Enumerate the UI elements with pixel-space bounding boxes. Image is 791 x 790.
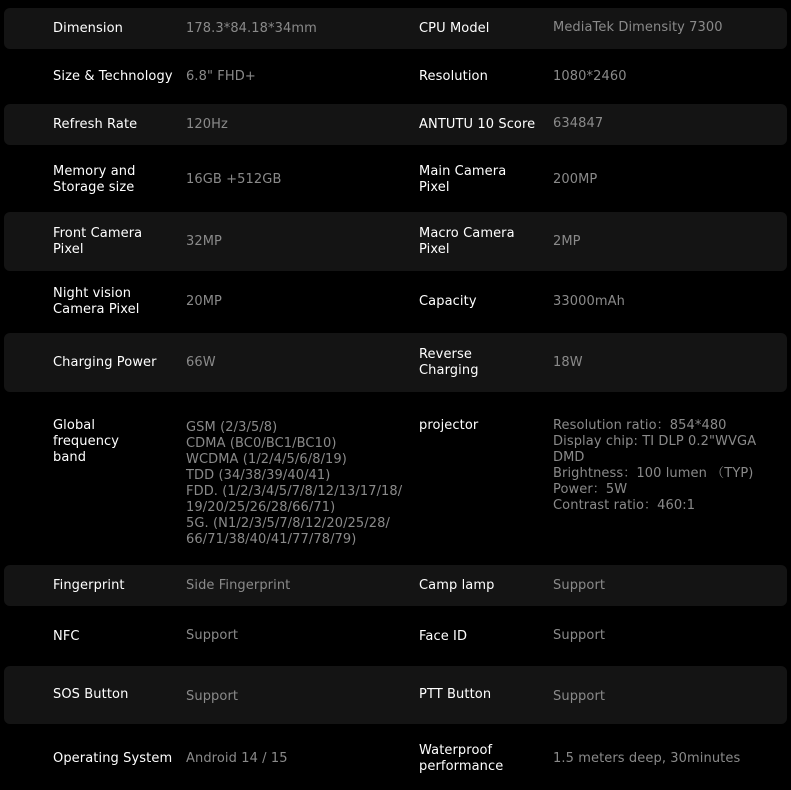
spec-value: 66W	[186, 354, 216, 370]
spec-label: Memory and Storage size	[53, 164, 136, 195]
spec-label: Refresh Rate	[53, 116, 138, 132]
spec-label: Charging Power	[53, 354, 157, 370]
spec-label: Face ID	[419, 629, 468, 644]
spec-label: projector	[419, 418, 479, 433]
spec-label: Camp lamp	[419, 577, 495, 593]
spec-label: Night vision Camera Pixel	[53, 286, 140, 317]
spec-label: Waterproof performance	[419, 743, 504, 774]
spec-label: Capacity	[419, 294, 477, 309]
spec-value: GSM (2/3/5/8) CDMA (BC0/BC1/BC10) WCDMA (1/2/4/5/6/8/19) TDD (34/38/39/40/41) FDD. (1/2/3/4/5/7/8/12/13/17/18/ 19/20/25/26/28/66/71) 5G. (N1/2/3/5/7/8/12/20/25/28/ 66/71/38/40/41/77/78/79)	[186, 420, 403, 547]
spec-label: Front Camera Pixel	[53, 225, 143, 257]
spec-value: 2MP	[553, 233, 581, 249]
spec-row	[4, 565, 787, 606]
spec-value: 20MP	[186, 294, 222, 309]
spec-label: Macro Camera Pixel	[419, 225, 515, 257]
spec-value: Support	[186, 628, 239, 643]
spec-label: NFC	[53, 629, 80, 644]
spec-value: Support	[186, 689, 239, 704]
spec-value: 6.8" FHD+	[186, 69, 256, 84]
spec-label: CPU Model	[419, 20, 490, 36]
spec-value: 16GB +512GB	[186, 172, 282, 187]
spec-label: PTT Button	[419, 687, 492, 702]
spec-value: Side Fingerprint	[186, 577, 291, 593]
spec-label: Main Camera Pixel	[419, 164, 507, 195]
spec-label: Dimension	[53, 20, 124, 36]
spec-value: MediaTek Dimensity 7300	[553, 20, 723, 35]
spec-row	[4, 666, 787, 724]
spec-value: 120Hz	[186, 116, 228, 132]
spec-value: 1.5 meters deep, 30minutes	[553, 751, 741, 766]
spec-value: Resolution ratio：854*480 Display chip: TI DLP 0.2"WVGA DMD Brightness：100 lumen （TYP) Power：5W Contrast ratio：460:1	[553, 418, 757, 513]
spec-value: Support	[553, 689, 606, 704]
spec-label: Fingerprint	[53, 577, 125, 593]
spec-row	[4, 396, 787, 560]
spec-value: 178.3*84.18*34mm	[186, 20, 317, 36]
spec-value: Android 14 / 15	[186, 751, 288, 766]
spec-label: Global frequency band	[53, 418, 120, 465]
spec-row	[4, 104, 787, 145]
spec-value: 1080*2460	[553, 69, 627, 84]
spec-value: Support	[553, 577, 606, 593]
spec-value: 32MP	[186, 233, 222, 249]
spec-value: 200MP	[553, 172, 598, 187]
spec-row	[4, 333, 787, 392]
spec-label: Size & Technology	[53, 69, 173, 84]
spec-row	[4, 152, 787, 208]
spec-label: Reverse Charging	[419, 346, 479, 378]
spec-value: 634847	[553, 116, 604, 131]
spec-row	[4, 56, 787, 98]
spec-row	[4, 212, 787, 271]
spec-row	[4, 730, 787, 788]
spec-row	[4, 274, 787, 330]
spec-label: Operating System	[53, 751, 173, 766]
spec-label: SOS Button	[53, 687, 129, 702]
spec-label: Resolution	[419, 69, 488, 84]
spec-row	[4, 612, 787, 662]
spec-label: ANTUTU 10 Score	[419, 116, 536, 132]
spec-value: 18W	[553, 354, 583, 370]
spec-value: Support	[553, 628, 606, 643]
spec-row	[4, 8, 787, 49]
spec-value: 33000mAh	[553, 294, 625, 309]
